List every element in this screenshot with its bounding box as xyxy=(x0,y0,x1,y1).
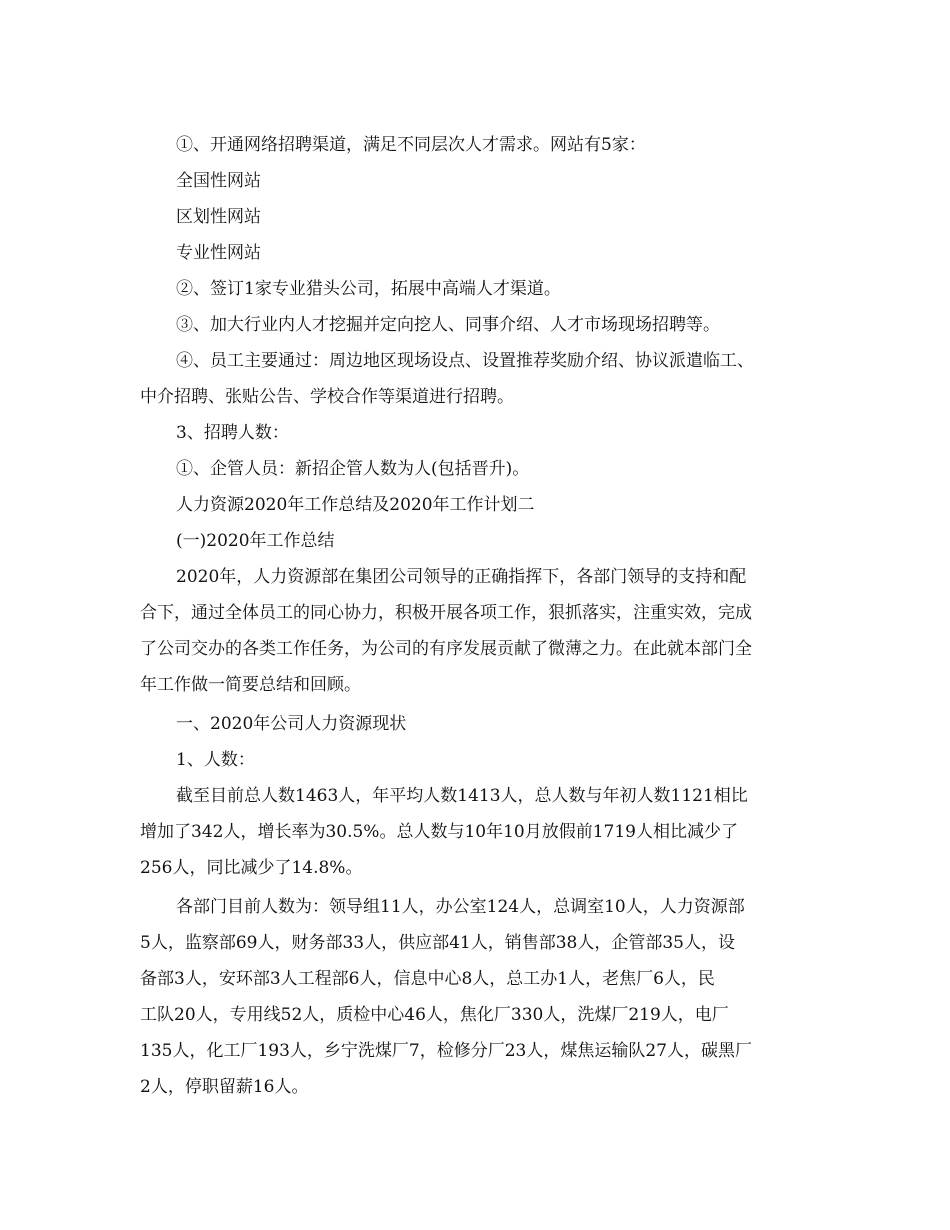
paragraph-line: 3、招聘人数： xyxy=(176,423,289,443)
paragraph-line: 区划性网站 xyxy=(176,207,261,227)
section-heading: (一)2020年工作总结 xyxy=(176,531,335,551)
paragraph-line: 1、人数： xyxy=(176,750,255,770)
paragraph-line: 专业性网站 xyxy=(176,243,261,263)
paragraph-line: ①、企管人员：新招企管人数为人(包括晋升)。 xyxy=(176,459,530,479)
paragraph-line: ③、加大行业内人才挖掘并定向挖人、同事介绍、人才市场现场招聘等。 xyxy=(176,315,720,335)
section-heading: 人力资源2020年工作总结及2020年工作计划二 xyxy=(176,495,535,515)
paragraph-line: 截至目前总人数1463人，年平均人数1413人，总人数与年初人数1121相比 xyxy=(176,786,748,806)
paragraph-line: ④、员工主要通过：周边地区现场设点、设置推荐奖励介绍、协议派遣临工、 xyxy=(176,351,754,371)
section-heading: 一、2020年公司人力资源现状 xyxy=(176,714,407,734)
paragraph-line: 135人，化工厂193人，乡宁洗煤厂7，检修分厂23人，煤焦运输队27人，碳黑厂 xyxy=(140,1041,752,1061)
paragraph-line: 全国性网站 xyxy=(176,171,261,191)
paragraph-line: 合下，通过全体员工的同心协力，积极开展各项工作，狠抓落实，注重实效，完成 xyxy=(140,603,752,623)
paragraph-line: ①、开通网络招聘渠道，满足不同层次人才需求。网站有5家： xyxy=(176,135,646,155)
paragraph-line: 工队20人，专用线52人，质检中心46人，焦化厂330人，洗煤厂219人，电厂 xyxy=(140,1005,729,1025)
paragraph-line: 了公司交办的各类工作任务，为公司的有序发展贡献了微薄之力。在此就本部门全 xyxy=(140,639,752,659)
paragraph-line: 2020年，人力资源部在集团公司领导的正确指挥下，各部门领导的支持和配 xyxy=(176,567,747,587)
paragraph-line: 备部3人，安环部3人工程部6人，信息中心8人，总工办1人，老焦厂6人，民 xyxy=(140,969,715,989)
paragraph-line: 中介招聘、张贴公告、学校合作等渠道进行招聘。 xyxy=(140,387,514,407)
paragraph-line: 2人，停职留薪16人。 xyxy=(140,1077,309,1097)
paragraph-line: 增加了342人，增长率为30.5%。总人数与10年10月放假前1719人相比减少了 xyxy=(140,822,738,842)
paragraph-line: ②、签订1家专业猎头公司，拓展中高端人才渠道。 xyxy=(176,279,561,299)
paragraph-line: 5人，监察部69人，财务部33人，供应部41人，销售部38人，企管部35人，设 xyxy=(140,933,735,953)
paragraph-line: 年工作做一简要总结和回顾。 xyxy=(140,675,361,695)
paragraph-line: 256人，同比减少了14.8%。 xyxy=(140,858,363,878)
paragraph-line: 各部门目前人数为：领导组11人，办公室124人，总调室10人，人力资源部 xyxy=(176,897,745,917)
